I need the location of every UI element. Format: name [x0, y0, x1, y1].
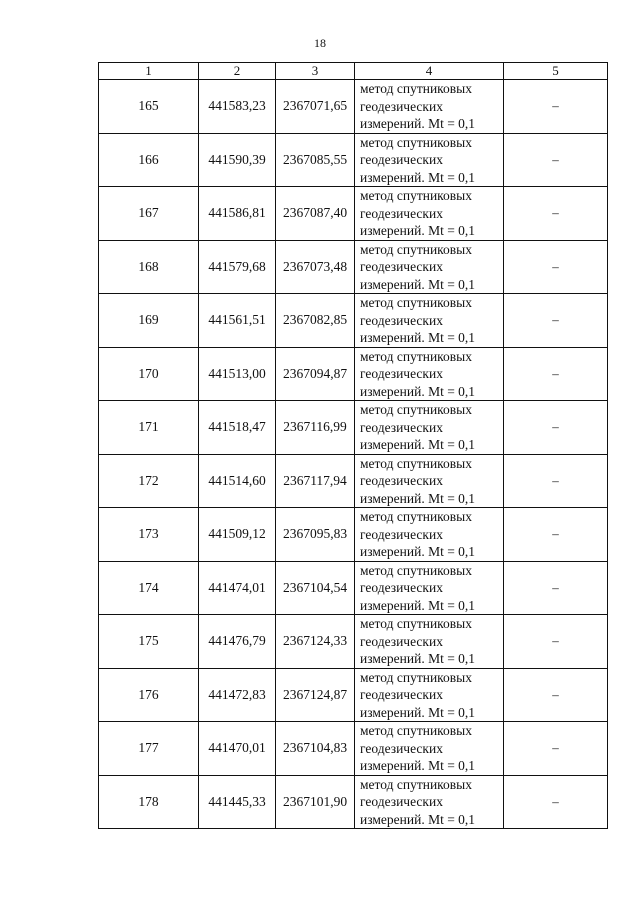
point-number-cell: 175: [99, 615, 199, 669]
method-line: геодезических: [360, 259, 443, 274]
point-number-cell: 171: [99, 401, 199, 455]
method-line: измерений. Mt = 0,1: [360, 116, 476, 131]
table-row: [99, 347, 608, 401]
method-line: геодезических: [360, 473, 443, 488]
method-cell: [355, 294, 504, 348]
y-coordinate-cell: 2367073,48: [276, 240, 355, 294]
note-cell: –: [504, 401, 608, 455]
x-coordinate-cell: 441583,23: [199, 80, 276, 134]
method-line: измерений. Mt = 0,1: [360, 490, 476, 506]
method-cell: [355, 454, 504, 508]
point-number-cell: 177: [99, 722, 199, 776]
method-cell: [355, 722, 504, 776]
note-cell: –: [504, 722, 608, 776]
coordinates-table: [98, 62, 608, 829]
y-coordinate-cell: 2367104,83: [276, 722, 355, 776]
table-row: [99, 615, 608, 669]
method-line: метод спутниковых: [360, 669, 472, 685]
point-number-cell: 169: [99, 294, 199, 348]
method-line: измерений. Mt = 0,1: [360, 437, 476, 452]
method-line: метод спутниковых: [360, 295, 472, 310]
page-number: 18: [314, 36, 326, 50]
column-header-4: 4: [355, 63, 504, 80]
method-cell: [355, 615, 504, 669]
column-header-3: 3: [276, 63, 355, 80]
point-number-cell: 172: [99, 454, 199, 508]
method-line: метод спутниковых: [360, 509, 472, 524]
note-cell: –: [504, 508, 608, 562]
method-line: измерений. Mt = 0,1: [360, 544, 476, 559]
y-coordinate-cell: 2367094,87: [276, 347, 355, 401]
table-body: [99, 80, 608, 829]
table-row: [99, 240, 608, 294]
method-line: метод спутниковых: [360, 188, 472, 203]
table-row: [99, 508, 608, 562]
y-coordinate-cell: 2367085,55: [276, 133, 355, 187]
method-line: измерений. Mt = 0,1: [360, 223, 476, 238]
column-header-5: 5: [504, 63, 608, 80]
y-coordinate-cell: 2367116,99: [276, 401, 355, 455]
x-coordinate-cell: 441445,33: [199, 775, 276, 829]
y-coordinate-cell: 2367124,87: [276, 668, 355, 722]
method-line: метод спутниковых: [360, 134, 472, 150]
x-coordinate-cell: 441518,47: [199, 401, 276, 455]
note-cell: –: [504, 454, 608, 508]
method-line: геодезических: [360, 366, 443, 381]
note-cell: –: [504, 133, 608, 187]
method-line: измерений. Mt = 0,1: [360, 758, 476, 773]
x-coordinate-cell: 441586,81: [199, 187, 276, 241]
method-cell: [355, 347, 504, 401]
method-line: геодезических: [360, 205, 443, 221]
point-number-cell: 168: [99, 240, 199, 294]
point-number-cell: 178: [99, 775, 199, 829]
method-cell: [355, 508, 504, 562]
method-line: геодезических: [360, 740, 443, 756]
note-cell: –: [504, 668, 608, 722]
method-line: метод спутниковых: [360, 723, 472, 738]
x-coordinate-cell: 441590,39: [199, 133, 276, 187]
method-line: метод спутниковых: [360, 81, 472, 96]
method-line: измерений. Mt = 0,1: [360, 276, 476, 292]
table-row: [99, 775, 608, 829]
method-cell: [355, 401, 504, 455]
note-cell: –: [504, 294, 608, 348]
table-row: [99, 668, 608, 722]
table-row: [99, 401, 608, 455]
method-cell: [355, 187, 504, 241]
method-cell: [355, 133, 504, 187]
table-row: [99, 561, 608, 615]
y-coordinate-cell: 2367087,40: [276, 187, 355, 241]
x-coordinate-cell: 441579,68: [199, 240, 276, 294]
note-cell: –: [504, 615, 608, 669]
note-cell: –: [504, 80, 608, 134]
method-cell: [355, 561, 504, 615]
point-number-cell: 165: [99, 80, 199, 134]
point-number-cell: 166: [99, 133, 199, 187]
method-line: геодезических: [360, 526, 443, 542]
y-coordinate-cell: 2367124,33: [276, 615, 355, 669]
method-line: измерений. Mt = 0,1: [360, 383, 476, 399]
method-line: измерений. Mt = 0,1: [360, 811, 476, 827]
y-coordinate-cell: 2367101,90: [276, 775, 355, 829]
column-header-2: 2: [199, 63, 276, 80]
y-coordinate-cell: 2367082,85: [276, 294, 355, 348]
table-row: [99, 80, 608, 134]
method-line: метод спутниковых: [360, 455, 472, 471]
method-cell: [355, 775, 504, 829]
x-coordinate-cell: 441561,51: [199, 294, 276, 348]
y-coordinate-cell: 2367117,94: [276, 454, 355, 508]
y-coordinate-cell: 2367104,54: [276, 561, 355, 615]
x-coordinate-cell: 441474,01: [199, 561, 276, 615]
method-line: геодезических: [360, 687, 443, 702]
table-row: [99, 722, 608, 776]
point-number-cell: 174: [99, 561, 199, 615]
table-row: [99, 187, 608, 241]
method-line: метод спутниковых: [360, 348, 472, 364]
method-line: метод спутниковых: [360, 562, 472, 578]
x-coordinate-cell: 441514,60: [199, 454, 276, 508]
table-header: [99, 63, 608, 80]
method-line: геодезических: [360, 98, 443, 114]
method-line: геодезических: [360, 312, 443, 328]
method-line: измерений. Mt = 0,1: [360, 651, 476, 666]
point-number-cell: 167: [99, 187, 199, 241]
method-line: геодезических: [360, 794, 443, 809]
method-cell: [355, 80, 504, 134]
point-number-cell: 173: [99, 508, 199, 562]
note-cell: –: [504, 561, 608, 615]
header-row: [99, 63, 608, 80]
y-coordinate-cell: 2367095,83: [276, 508, 355, 562]
column-header-1: 1: [99, 63, 199, 80]
method-line: метод спутниковых: [360, 241, 472, 257]
x-coordinate-cell: 441509,12: [199, 508, 276, 562]
method-line: измерений. Mt = 0,1: [360, 169, 476, 185]
method-line: измерений. Mt = 0,1: [360, 704, 476, 720]
table-row: [99, 133, 608, 187]
x-coordinate-cell: 441476,79: [199, 615, 276, 669]
table-row: [99, 294, 608, 348]
method-line: измерений. Mt = 0,1: [360, 597, 476, 613]
method-line: геодезических: [360, 152, 443, 167]
method-line: измерений. Mt = 0,1: [360, 330, 476, 345]
note-cell: –: [504, 187, 608, 241]
method-line: метод спутниковых: [360, 616, 472, 631]
method-line: геодезических: [360, 580, 443, 595]
method-cell: [355, 668, 504, 722]
point-number-cell: 176: [99, 668, 199, 722]
x-coordinate-cell: 441513,00: [199, 347, 276, 401]
point-number-cell: 170: [99, 347, 199, 401]
method-cell: [355, 240, 504, 294]
method-line: метод спутниковых: [360, 402, 472, 417]
table-row: [99, 454, 608, 508]
note-cell: –: [504, 347, 608, 401]
y-coordinate-cell: 2367071,65: [276, 80, 355, 134]
x-coordinate-cell: 441472,83: [199, 668, 276, 722]
note-cell: –: [504, 240, 608, 294]
x-coordinate-cell: 441470,01: [199, 722, 276, 776]
method-line: метод спутниковых: [360, 776, 472, 792]
note-cell: –: [504, 775, 608, 829]
method-line: геодезических: [360, 419, 443, 435]
method-line: геодезических: [360, 633, 443, 649]
